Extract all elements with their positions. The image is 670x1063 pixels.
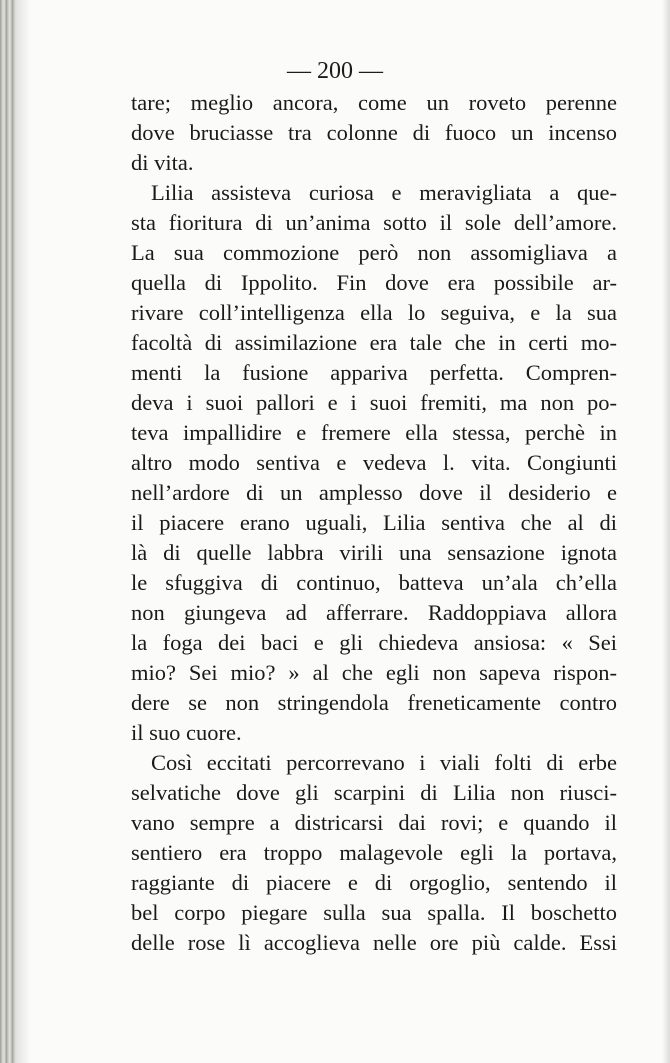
page-number: — 200 — bbox=[287, 58, 383, 84]
text-line: La sua commozione però non assomigliava a bbox=[131, 240, 617, 265]
page-edge-shadow bbox=[662, 0, 670, 1063]
text-line: altro modo sentiva e vedeva l. vita. Congiunti bbox=[131, 450, 617, 475]
text-line: quella di Ippolito. Fin dove era possibile ar- bbox=[131, 270, 617, 295]
text-line: menti la fusione appariva perfetta. Compren- bbox=[131, 360, 617, 385]
text-line: facoltà di assimilazione era tale che in certi mo- bbox=[131, 330, 617, 355]
text-line: sta fioritura di un’anima sotto il sole dell’amore. bbox=[131, 210, 617, 235]
text-line: la foga dei baci e gli chiedeva ansiosa: « Sei bbox=[131, 630, 617, 655]
text-line: non giungeva ad afferrare. Raddoppiava allora bbox=[131, 600, 617, 625]
text-line: deva i suoi pallori e i suoi fremiti, ma non po- bbox=[131, 390, 617, 415]
text-line: mio? Sei mio? » al che egli non sapeva rispon- bbox=[131, 660, 617, 685]
text-line: nell’ardore di un amplesso dove il desiderio e bbox=[131, 480, 617, 505]
text-line: vano sempre a districarsi dai rovi; e quando il bbox=[131, 810, 617, 835]
text-line: dere se non stringendola freneticamente contro bbox=[131, 690, 617, 715]
text-line: teva impallidire e fremere ella stessa, perchè in bbox=[131, 420, 617, 445]
text-line: il suo cuore. bbox=[131, 720, 242, 745]
text-line: raggiante di piacere e di orgoglio, sentendo il bbox=[131, 870, 617, 895]
text-line: di vita. bbox=[131, 150, 194, 175]
book-binding-edge bbox=[0, 0, 16, 1063]
gutter-shadow bbox=[16, 0, 30, 1063]
text-line: il piacere erano uguali, Lilia sentiva che al di bbox=[131, 510, 617, 535]
text-line: dove bruciasse tra colonne di fuoco un incenso bbox=[131, 120, 617, 145]
text-line: rivare coll’intelligenza ella lo seguiva, e la sua bbox=[131, 300, 617, 325]
text-line: là di quelle labbra virili una sensazione ignota bbox=[131, 540, 617, 565]
text-line: sentiero era troppo malagevole egli la portava, bbox=[131, 840, 617, 865]
text-line: Così eccitati percorrevano i viali folti di erbe bbox=[151, 750, 617, 775]
text-line: bel corpo piegare sulla sua spalla. Il boschetto bbox=[131, 900, 617, 925]
text-line: Lilia assisteva curiosa e meravigliata a que- bbox=[151, 180, 617, 205]
text-line: le sfuggiva di continuo, batteva un’ala ch’ella bbox=[131, 570, 617, 595]
body-text bbox=[131, 88, 617, 958]
text-line: delle rose lì accoglieva nelle ore più calde. Essi bbox=[131, 930, 617, 955]
text-line: tare; meglio ancora, come un roveto perenne bbox=[131, 90, 617, 115]
text-line: selvatiche dove gli scarpini di Lilia non riusci- bbox=[131, 780, 617, 805]
